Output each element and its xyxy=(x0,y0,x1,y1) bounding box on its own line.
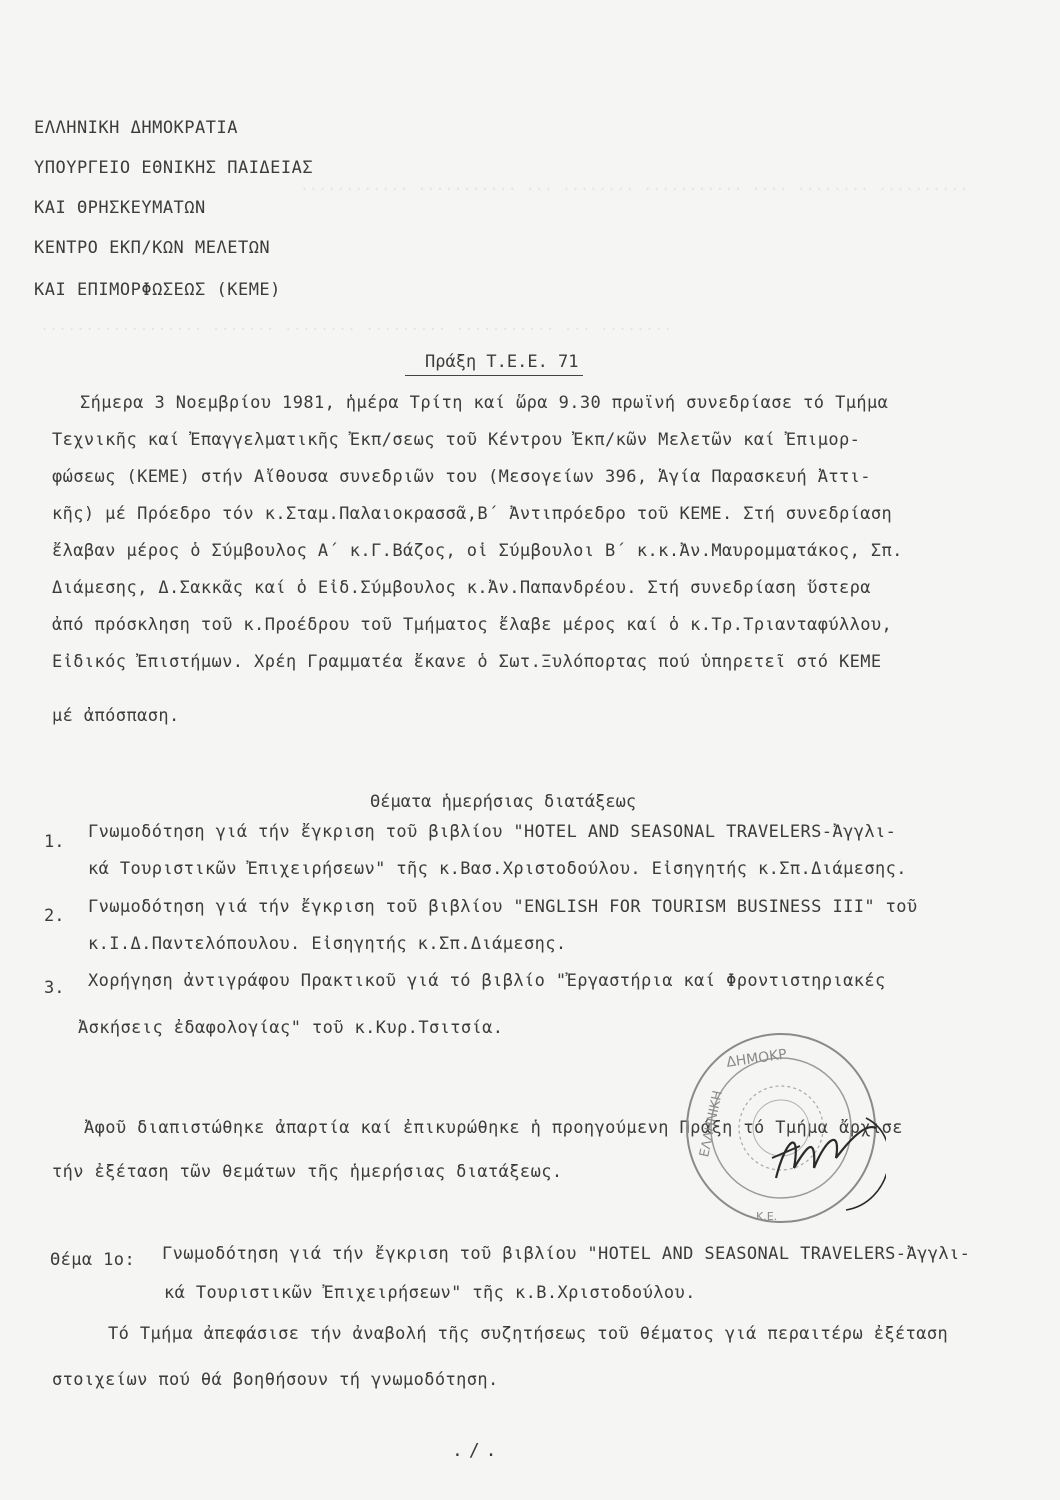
intro-line: Σήμερα 3 Νοεμβρίου 1981, ἡμέρα Τρίτη καί ὥρα 9.30 πρωϊνή συνεδρίασε τό Τμήμα xyxy=(80,393,889,413)
agenda-item-line: Ἀσκήσεις ἐδαφολογίας" τοῦ κ.Κυρ.Τσιτσία. xyxy=(78,1018,504,1038)
intro-line: μέ ἀπόσπαση. xyxy=(52,706,180,726)
topic-line: Γνωμοδότηση γιά τήν ἔγκριση τοῦ βιβλίου "HOTEL AND SEASONAL TRAVELERS-Ἀγγλι- xyxy=(162,1244,971,1264)
svg-text:ΕΛΛΗΝΙΚΗ: ΕΛΛΗΝΙΚΗ xyxy=(697,1089,726,1159)
svg-text:Κ.Ε.: Κ.Ε. xyxy=(756,1210,778,1223)
intro-line: φώσεως (ΚΕΜΕ) στήν Αἴθουσα συνεδριῶν του (Μεσογείων 396, Ἁγία Παρασκευή Ἀττι- xyxy=(52,467,871,487)
topic-line: κά Τουριστικῶν Ἐπιχειρήσεων" τῆς κ.Β.Χριστοδούλου. xyxy=(164,1283,696,1303)
agenda-item-number: 3. xyxy=(44,978,65,998)
decision-line: στοιχείων πού θά βοηθήσουν τή γνωμοδότηση. xyxy=(52,1370,499,1390)
intro-line: ἔλαβαν μέρος ὁ Σύμβουλος Α΄ κ.Γ.Βάζος, οἱ Σύμβουλοι Β΄ κ.κ.Ἀν.Μαυρομματάκος, Σπ. xyxy=(52,541,903,561)
topic-label: Θέμα 1ο: xyxy=(50,1250,136,1270)
agenda-item-line: Γνωμοδότηση γιά τήν ἔγκριση τοῦ βιβλίου "ENGLISH FOR TOURISM BUSINESS III" τοῦ xyxy=(88,897,918,917)
quorum-line: τήν ἐξέταση τῶν θεμάτων τῆς ἡμερήσιας διατάξεως. xyxy=(52,1162,563,1182)
agenda-item-number: 2. xyxy=(44,906,65,926)
bleed-through-text: ·················· ······· ········ ········· ··········· ··· ········ xyxy=(40,320,673,338)
header-line: ΚΑΙ ΘΡΗΣΚΕΥΜΑΤΩΝ xyxy=(34,198,206,218)
agenda-item-line: Γνωμοδότηση γιά τήν ἔγκριση τοῦ βιβλίου "HOTEL AND SEASONAL TRAVELERS-Ἀγγλι- xyxy=(88,822,897,842)
official-stamp xyxy=(676,1028,886,1228)
decision-line: Τό Τμήμα ἀπεφάσισε τήν ἀναβολή τῆς συζητήσεως τοῦ θέματος γιά περαιτέρω ἐξέταση xyxy=(108,1324,949,1344)
quorum-line: Ἀφοῦ διαπιστώθηκε ἀπαρτία καί ἐπικυρώθηκε ἡ προηγούμενη Πράξη τό Τμήμα ἄρχισε xyxy=(84,1118,903,1138)
header-line: ΥΠΟΥΡΓΕΙΟ ΕΘΝΙΚΗΣ ΠΑΙΔΕΙΑΣ xyxy=(34,158,314,178)
agenda-item-line: κ.Ι.Δ.Παντελόπουλου. Εἰσηγητής κ.Σπ.Διάμεσης. xyxy=(88,934,567,954)
header-line: ΚΑΙ ΕΠΙΜΟΡΦΩΣΕΩΣ (ΚΕΜΕ) xyxy=(34,280,281,300)
agenda-item-line: κά Τουριστικῶν Ἐπιχειρήσεων" τῆς κ.Βασ.Χριστοδούλου. Εἰσηγητής κ.Σπ.Διάμεσης. xyxy=(88,859,907,879)
intro-line: Εἰδικός Ἐπιστήμων. Χρέη Γραμματέα ἔκανε ὁ Σωτ.Ξυλόπορτας πού ὑπηρετεῖ στό ΚΕΜΕ xyxy=(52,652,882,672)
intro-line: Τεχνικῆς καί Ἐπαγγελματικῆς Ἐκπ/σεως τοῦ Κέντρου Ἐκπ/κῶν Μελετῶν καί Ἐπιμορ- xyxy=(52,430,861,450)
header-line: ΚΕΝΤΡΟ ΕΚΠ/ΚΩΝ ΜΕΛΕΤΩΝ xyxy=(34,238,271,258)
intro-line: ἀπό πρόσκληση τοῦ κ.Προέδρου τοῦ Τμήματος ἔλαβε μέρος καί ὁ κ.Τρ.Τριανταφύλλου, xyxy=(52,615,893,635)
intro-line: κῆς) μέ Πρόεδρο τόν κ.Σταμ.Παλαιοκρασσᾶ,Β΄ Ἀντιπρόεδρο τοῦ ΚΕΜΕ. Στή συνεδρίαση xyxy=(52,504,893,524)
agenda-title: Θέματα ἡμερήσιας διατάξεως xyxy=(370,792,637,812)
agenda-item-line: Χορήγηση ἀντιγράφου Πρακτικοῦ γιά τό βιβλίο "Ἐργαστήρια καί Φροντιστηριακές xyxy=(88,971,886,991)
svg-text:ΔΗΜΟΚΡ: ΔΗΜΟΚΡ xyxy=(725,1046,788,1071)
bleed-through-text: ············ ··········· ··· ········ ··········· ···· ········ ·········· xyxy=(300,180,969,198)
page-title: Πράξη Τ.Ε.Ε. 71 xyxy=(405,352,583,376)
intro-line: Διάμεσης, Δ.Σακκᾶς καί ὁ Εἰδ.Σύμβουλος κ.Ἀν.Παπανδρέου. Στή συνεδρίαση ὕστερα xyxy=(52,578,871,598)
header-line: ΕΛΛΗΝΙΚΗ ΔΗΜΟΚΡΑΤΙΑ xyxy=(34,118,238,138)
page-continuation-mark: ./. xyxy=(452,1440,503,1461)
agenda-item-number: 1. xyxy=(44,832,65,852)
